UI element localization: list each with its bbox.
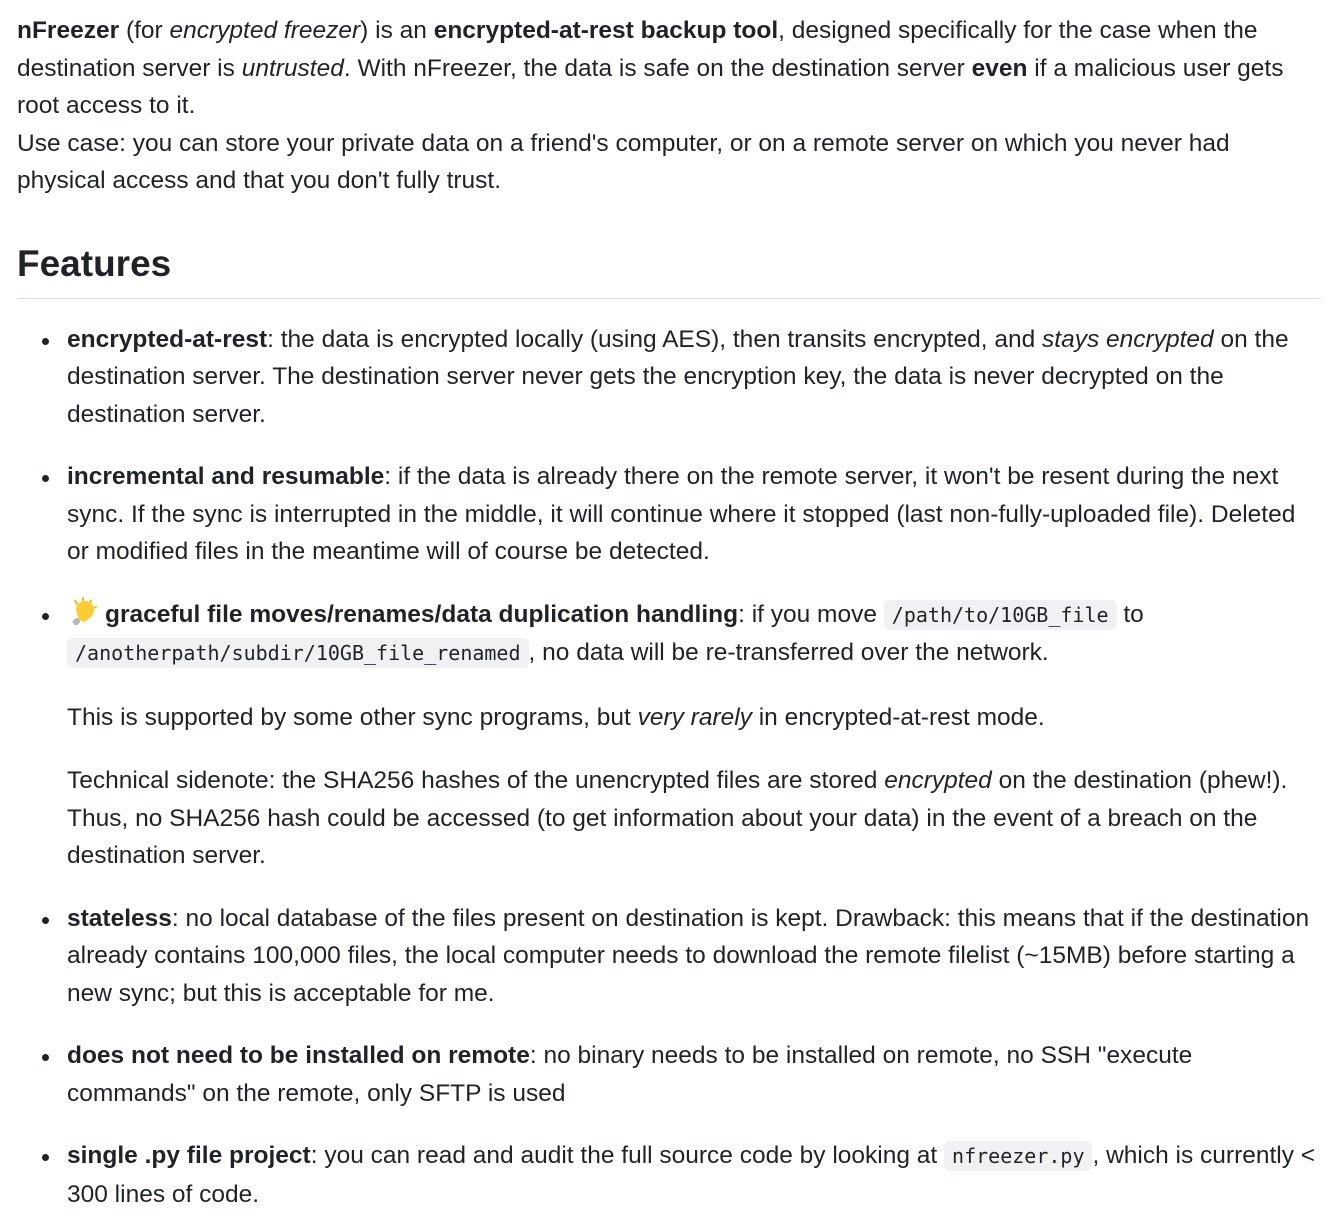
feature-text [67, 596, 1321, 673]
intro-text: . With nFreezer, the data is safe on the destination server [343, 54, 972, 82]
feature-desc: : you can read and audit the full source code by looking at [310, 1142, 945, 1169]
feature-emphasis: stays encrypted [1042, 325, 1214, 353]
feature-title: single .py file project [67, 1142, 311, 1169]
feature-desc: This is supported by some other sync programs, but [67, 703, 638, 731]
intro-emphasis: encrypted freezer [169, 17, 361, 44]
feature-emphasis: very rarely [637, 703, 752, 731]
feature-desc: , which is currently < 300 lines of code. [67, 1142, 1316, 1208]
intro-text: (for [119, 17, 170, 44]
feature-item-stateless [67, 900, 1321, 1013]
feature-text [67, 321, 1321, 434]
feature-desc: , no data will be re-transferred over the network. [528, 639, 1049, 666]
intro-text: if a malicious user gets root access to it. [17, 54, 1284, 119]
feature-desc: to [1116, 600, 1144, 628]
feature-desc: : no binary needs to be installed on remote, no SSH "execute commands" on the remote, only SFTP is used [67, 1042, 1193, 1107]
feature-item-incremental [67, 458, 1321, 571]
feature-desc: : if the data is already there on the remote server, it won't be resent during the next sync. If the sync is interrupted in the middle, it will continue where it stopped (last non-fully-uploaded file). Deleted or modified files in the meantime will of course be detected. [67, 463, 1296, 565]
features-heading: Features [17, 242, 1321, 299]
feature-text [67, 1037, 1321, 1112]
feature-item-no-install [67, 1037, 1321, 1112]
feature-item-single-file [67, 1137, 1321, 1213]
feature-desc: : the data is encrypted locally (using AES), then transits encrypted, and [267, 325, 1043, 353]
inline-code-filename: nfreezer.py [944, 1141, 1092, 1171]
feature-desc: Technical sidenote: the SHA256 hashes of the unencrypted files are stored [67, 767, 885, 794]
feature-title: does not need to be installed on remote [67, 1042, 530, 1069]
features-list [17, 321, 1321, 1214]
intro-text: , designed specifically for the case when the destination server is [17, 17, 1258, 82]
feature-text [67, 1137, 1321, 1213]
feature-title: encrypted-at-rest [67, 325, 268, 353]
feature-item-encrypted-at-rest [67, 321, 1321, 434]
intro-emphasis: untrusted [241, 54, 344, 82]
intro-text: ) is an [360, 17, 434, 44]
feature-subparagraph [67, 762, 1321, 875]
feature-subparagraph [67, 699, 1321, 737]
feature-desc: on the destination (phew!). Thus, no SHA256 hash could be accessed (to get information about your data) in the event of a breach on the destination server. [67, 767, 1288, 869]
intro-bold: encrypted-at-rest backup tool [433, 17, 779, 44]
feature-desc: : if you move [738, 600, 884, 628]
feature-title: incremental and resumable [67, 463, 385, 490]
feature-emphasis: encrypted [884, 767, 992, 794]
feature-desc: in encrypted-at-rest mode. [751, 703, 1045, 731]
feature-desc: on the destination server. The destination server never gets the encryption key, the data is never decrypted on the destination server. [67, 325, 1289, 428]
light-bulb-icon [67, 596, 99, 628]
product-name: nFreezer [17, 17, 120, 44]
intro-paragraph [17, 12, 1321, 200]
feature-desc: : no local database of the files present on destination is kept. Drawback: this means that if the destination already contains 100,000 files, the local computer needs to download the remote filelist (~15MB) before starting a new sync; but this is acceptable for me. [67, 904, 1310, 1007]
feature-title: stateless [67, 904, 172, 932]
feature-item-graceful-moves [67, 596, 1321, 875]
feature-text [67, 458, 1321, 571]
feature-text [67, 900, 1321, 1013]
feature-title: graceful file moves/renames/data duplication handling [105, 600, 739, 628]
use-case-text: Use case: you can store your private data on a friend's computer, or on a remote server on which you never had physical access and that you don't fully trust. [17, 129, 1230, 194]
inline-code-source-path: /path/to/10GB_file [884, 600, 1117, 630]
inline-code-dest-path: /anotherpath/subdir/10GB_file_renamed [67, 638, 529, 668]
intro-bold: even [971, 54, 1028, 82]
